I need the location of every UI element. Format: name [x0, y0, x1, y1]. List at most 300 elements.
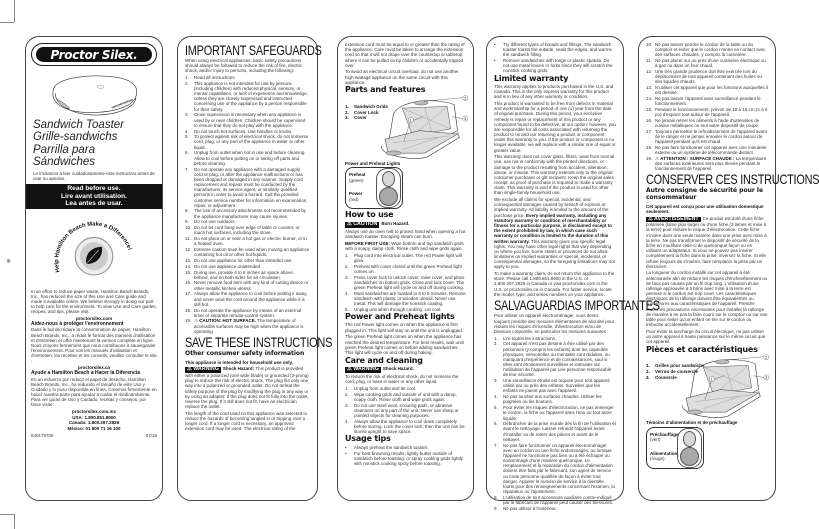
list-text: [655, 58, 768, 68]
section-heading: IMPORTANT SAFEGUARDS: [185, 42, 322, 58]
list-text: [194, 291, 310, 307]
list-item: [185, 236, 310, 246]
paragraph-text: To make a warranty claim, do not return this appliance to the store. Please call 1.800.851.8900 in the U.S. or 1.800.267.2826 in Canada or visit proctorsilex.com in the U.S. or proctorsilex.ca in Canada. For faster service, locate the model, type, and series numbers on your appliance.: [494, 271, 615, 297]
list-item: [185, 150, 310, 166]
list-text: [194, 81, 310, 112]
list-number: 15.: [185, 269, 192, 275]
paragraph: [345, 322, 466, 332]
section-heading: Power and Preheat lights: [345, 312, 455, 322]
list-item: [185, 75, 310, 80]
part-name: Grilles pour sandwichs: [655, 363, 705, 369]
list-item: [646, 156, 768, 172]
list-item: [646, 129, 768, 145]
paragraph-text: The length of the cord used on this appliance was selected to reduce the hazards of becoming tangled in or tripping over a longer cord. If a longer cord is necessary, an approved extension cord may be used. The electrical rating of the: [185, 410, 308, 432]
paragraph: [345, 334, 466, 355]
list-text: [503, 378, 616, 394]
svg-text:1: 1: [710, 377, 713, 382]
part-number: 1.: [345, 103, 349, 109]
svg-text:1: 1: [409, 118, 412, 123]
paragraph: [494, 271, 616, 297]
list-item: [646, 96, 768, 106]
section-heading: Parts and features: [345, 85, 426, 95]
svg-text:3: 3: [464, 116, 467, 121]
paragraph: [494, 197, 616, 269]
list-text: [194, 150, 310, 166]
list-item: [646, 145, 768, 155]
list-number: 19.: [646, 155, 653, 161]
list-item-text: Close supervision is necessary when any appliance is used by or near children. Children should be supervised to ensure that they do not play with the appliance.: [194, 112, 306, 128]
list-number: 13.: [185, 257, 192, 263]
list-text: [194, 270, 310, 280]
power-light: [650, 451, 677, 461]
website-es[interactable]: proctorsilex.com.mx: [71, 409, 116, 415]
paragraph: [646, 270, 768, 327]
list-number: 6.: [185, 150, 189, 156]
power-light-color: (red): [349, 196, 359, 202]
warning-notice: [345, 221, 466, 228]
list-text: [194, 225, 310, 235]
list-item-text: Most sandwiches are toasted in 3 to 5 minutes. Remove sandwich with plastic or wooden utensil. Never use metal. This will damage the nonstick coating.: [354, 290, 466, 307]
sandwich-toaster-closed-image: [39, 69, 149, 119]
list-text: [354, 386, 466, 391]
list-text: [503, 58, 616, 74]
list-number: 9.: [185, 219, 189, 225]
list-text: [503, 421, 616, 442]
list-item: [345, 419, 466, 435]
parts-figure: [345, 96, 466, 160]
list-number: 4.: [345, 418, 349, 424]
list-item-text: Ne pas placer sur ou près d'une cuisinière électrique ou à gaz ou dans un four chaud.: [655, 58, 766, 69]
paragraph-text: Always use an oven mitt to protect hand when opening a hot sandwich toaster. Escaping steam can burn.: [345, 229, 466, 240]
list-number: 17.: [185, 291, 192, 297]
list-item: [185, 134, 310, 150]
list-item-text: The use of accessory attachments not recommended by the appliance manufacturer may cause injuries.: [194, 208, 307, 219]
caution-icon: ⚠: [194, 318, 200, 324]
list-number: 17.: [646, 128, 653, 134]
brand-logo: [31, 43, 157, 66]
product-title-es: Parrilla para Sándwiches: [33, 143, 96, 169]
list-item-text: Do not use appliance for other than intended use.: [194, 257, 293, 263]
list-text: [354, 403, 466, 419]
list-item-text: Always preheat the sandwich toaster.: [354, 444, 429, 450]
paragraph-text: Wipe bottom and top sandwich grids with a soapy, damp cloth. Rinse cloth and wipe grids again.: [345, 240, 464, 252]
part-number: 3.: [345, 115, 349, 121]
part-number: 2.: [646, 368, 650, 374]
paragraph: [646, 329, 768, 345]
list-text: [354, 392, 466, 402]
list-text: [655, 96, 768, 106]
preheat-light-color: (green): [349, 177, 364, 183]
svg-text:3: 3: [765, 375, 768, 380]
list-item: [646, 85, 768, 95]
product-title-en: Sandwich Toaster: [33, 119, 124, 131]
warning-badge: ⚠ WARNING: [187, 366, 219, 373]
paragraph-text: Pour utiliser un appareil électroménager, vous devez toujours prendre des mesures élémentaires de sécurité pour réduire les risques d'incendie, d'électrocution et/ou de blessure corporelle, en particulier les mesures suivantes :: [494, 313, 615, 334]
paragraph: [494, 84, 616, 100]
list-number: 7.: [185, 166, 189, 172]
brand-name: Proctor Silex.: [36, 47, 152, 62]
environment-text-es: En un esfuerzo por reducir el papel de desecho, Hamilton Beach Brands, Inc., ha reducido el tamaño de este Uso y Cuidado y lo puso disponible en línea. Creemos firmemente en hacer nuestra parte para ayudar a cuidar el medioambiente. Para ver guías de Uso y Cuidado, recetas y consejos, por favor visite:: [31, 376, 157, 408]
list-number: 6.: [494, 421, 498, 427]
power-light-label: Alimentation: [650, 450, 678, 456]
warning-badge: ⚠ CAUTION: [347, 220, 378, 227]
warning-badge: ⚠ WARNING: [347, 365, 379, 372]
list-text: [194, 134, 310, 150]
list-item: [494, 495, 616, 505]
list-number: •: [345, 450, 347, 456]
part-item: [646, 363, 705, 368]
list-number: 13.: [646, 85, 653, 91]
read-before-fr: Lire avant utilisation.: [61, 192, 127, 200]
list-item: [185, 258, 310, 263]
list-item: [646, 69, 768, 85]
list-item-text: During use, provide 4 to 6 inches air space above, behind, and on both sides for air circulation.: [194, 269, 295, 280]
list-item-text: Do not operate any appliance with a damaged supply cord or plug, or after the appliance malfunctions or has been dropped or damaged in any manner. Supply cord replacement and repairs must be conducted by the manufacturer, its service agent, or similarly qualified persons in order to avoid a hazard. Call the provided customer service number for information on examination, repair, or adjustment.: [194, 166, 308, 208]
list-number: 11.: [185, 236, 191, 242]
website-en[interactable]: proctorsilex.com: [75, 316, 113, 322]
list-number: 4.: [494, 394, 498, 400]
list-item-text: Preheat with cover closed until the green Preheat light comes on.: [354, 263, 462, 274]
paragraph-text: La longueur du cordon installé sur cet appareil a été sélectionnée afin de réduire les risques d'enchevêtrement ou de faux pas causés par un fil trop long. L'utilisation d'une rallonge approuvée à 3 brins avec mise à la terre est permise si le cordon est trop court. Les caractéristiques électriques de la rallonge doivent être équivalentes ou supérieures aux caractéristiques de l'appareil. Prendre toutes les précautions nécessaires pour installer la rallonge de manière à ne pas la faire courir sur le comptoir ou sur une table pour éviter qu'un enfant ne tire sur le cordon ou trébuche accidentellement.: [646, 270, 768, 328]
environment-leaf-logo: [44, 211, 144, 289]
list-text: [194, 308, 310, 318]
list-item: [185, 81, 310, 112]
bold-paragraph: Cet appareil est conçu pour une utilisation domestique seulement.: [646, 203, 764, 214]
list-number: 5.: [185, 134, 189, 140]
list-number: 1.: [185, 75, 189, 81]
preheat-light: [650, 432, 679, 442]
list-text: [194, 167, 310, 208]
section-heading: How to use: [345, 210, 394, 220]
list-item: [345, 275, 466, 291]
list-text: [503, 443, 616, 495]
product-title-fr: Grille-sandwichs: [33, 131, 118, 144]
list-item-text: Toujours permettre le refroidissement de l'appareil avant de le ranger et ne jamais enrouler le cordon autour de l'appareil pendant qu'il est chaud.: [655, 128, 767, 145]
list-number: 9.: [494, 505, 498, 511]
french-safeguards-panel: [638, 36, 819, 501]
paragraph: [345, 42, 466, 68]
list-number: 14.: [185, 263, 192, 269]
part-number: 3.: [646, 374, 650, 380]
bold-paragraph: Témoins d'alimentation et de préchauffage: [646, 420, 738, 426]
list-item: [345, 264, 466, 274]
list-item-text: Always allow the appliance to cool before putting it away, and never wind the cord around the appliance while it is still hot.: [194, 291, 308, 307]
part-name: Couvercle: [655, 374, 677, 380]
environment-title-fr: Aidez-nous à protéger l'environnement: [31, 320, 124, 327]
caution-label: ATTENTION : SURFACE CHAUDE :: [660, 155, 736, 161]
list-item: [494, 42, 616, 58]
preheat-light-indicator: [683, 431, 696, 447]
paragraph: [345, 229, 466, 239]
list-item-text: Wipe cooking grids and outside of unit with a damp, soapy cloth. Rinse cloth and wipe grids again.: [354, 391, 457, 402]
list-number: 12.: [185, 247, 192, 253]
phone-usa: USA: 1.800.851.8900: [72, 415, 116, 421]
list-item: [494, 378, 616, 394]
list-item: [345, 451, 466, 467]
sub-heading: Autre consigne de sécurité pour le consommateur: [646, 187, 764, 202]
list-text: [655, 42, 768, 58]
list-text: [503, 42, 616, 58]
paragraph-text: To reduce the risk of electrical shock, do not immerse the cord, plug, or base in water or any other liquid.: [345, 374, 459, 385]
list-number: 18.: [646, 145, 653, 151]
list-number: 19.: [185, 318, 192, 324]
power-light: [349, 191, 363, 201]
list-number: 11.: [646, 58, 652, 64]
list-item: [494, 405, 616, 421]
list-number: 16.: [646, 117, 653, 123]
list-item: [185, 264, 310, 269]
read-before-es: Lea antes de usar.: [65, 200, 123, 208]
list-text: [503, 341, 616, 377]
list-item: [345, 291, 466, 307]
list-item-text: Unplug from outlet when not in use and before cleaning. Allow to cool before putting on or taking off parts and before cleaning.: [194, 150, 306, 166]
list-item-text: For best browning results, lightly butter outside of sandwich before toasting; or spray cooking grids lightly with nonstick cooking spray before toasting.: [354, 450, 464, 466]
paragraph-lead: BEFORE FIRST USE:: [345, 240, 392, 246]
section-heading: Care and cleaning: [345, 355, 423, 365]
list-item-text: Do not let cord hang over edge of table or counter, or touch hot surfaces, including the stove.: [194, 225, 300, 236]
list-item-text: Lire toutes les instructions.: [503, 335, 557, 341]
list-item: [646, 58, 768, 68]
list-number: 1.: [494, 335, 498, 341]
paragraph-text: When using electrical appliances, basic safety precautions should always be followed to reduce the risk of fire, electric shock, and/or injury to persons, including the following:: [185, 58, 303, 74]
paragraph-text: This warranty does not cover glass, filters, wear from normal use, use not in conformity with the printed directions, or damage to the product resulting from accident, alteration, abuse, or misuse. This warranty extends only to the original consumer purchaser or gift recipient. Keep the original sales receipt, as proof of purchase is required to make a warranty claim. This warranty is void if the product is used for other than single-family household use.: [494, 154, 615, 196]
list-number: 3.: [494, 378, 498, 384]
list-text: [354, 419, 466, 435]
crop-mark: [0, 514, 14, 515]
bold-paragraph: Power and Preheat Lights: [345, 160, 401, 166]
list-item-text: Ne pas laisser pendre le cordon de la table ou du comptoir et éviter que le cordon n'entre en contact avec des surfaces chaudes, y compris la cuisinière.: [655, 42, 766, 58]
list-text: [354, 275, 466, 291]
paragraph: [494, 101, 616, 153]
list-number: 18.: [185, 307, 192, 313]
list-item-text: Ne pas utiliser à l'extérieur.: [503, 505, 557, 511]
paragraph-text: We exclude all claims for special, incidental, and consequential damages caused by breach of express or implied warranty. All liability is limited to the amount of the purchase price.: [494, 197, 609, 218]
list-item: [185, 270, 310, 280]
list-text: [655, 145, 768, 155]
paragraph: [185, 58, 310, 74]
list-text: [503, 506, 616, 511]
registration-mark-icon: ✵: [6, 259, 12, 265]
section-heading: Usage tips: [345, 434, 391, 444]
preheat-light-color: (vert): [650, 437, 661, 442]
warning-lead: Shock Hazard:: [222, 366, 256, 372]
list-text: [655, 156, 768, 172]
section-heading: SAVE THESE INSTRUCTIONS: [185, 333, 333, 350]
list-item: [185, 112, 310, 128]
paragraph-text: This warranty gives you specific legal rights. You may have other legal rights that vary depending on where you live. Some states or provinces do not allow limitations on implied warranties or special, incidental, or consequential damages, so the foregoing limitations may not apply to you.: [494, 238, 615, 270]
list-item: [185, 219, 310, 224]
list-number: •: [345, 444, 347, 450]
list-item-text: Plug cord into electrical outlet. The red Power light will glow.: [354, 252, 462, 263]
list-item-text: Do not use steel wool, scouring pads, or abrasive cleansers on any part of the unit. Never use sharp or pointed objects for cleaning purposes.: [354, 402, 459, 419]
list-item-text: Ne pas toucher aux surfaces chaudes. Utiliser les poignées ou les boutons.: [503, 394, 602, 405]
list-text: [194, 75, 310, 80]
paragraph-text: This product is warranted to be free from defects in material and workmanship for a period of one (1) year from the date of original purchase. During this period, your exclusive remedy is repair or replacement of this product or any component found to be defective, at our option; however, you are responsible for all costs associated with returning the product to us and our returning a product or component under this warranty to you. If the product or component is no longer available, we will replace with a similar one of equal or greater value.: [494, 101, 616, 153]
list-item-text: Always allow the appliance to cool down completely before storing. Lock the cover lock; then the unit can be stored upright to save space.: [354, 418, 465, 435]
list-text: [194, 264, 310, 269]
list-text: [194, 208, 310, 218]
list-item: [494, 341, 616, 377]
phone-canada: Canada: 1.800.267.2826: [68, 420, 120, 426]
part-item: [345, 110, 388, 115]
lights-diagram: [345, 167, 403, 209]
part-number: 840179705: [31, 432, 54, 438]
list-item: [185, 225, 310, 235]
list-item-text: La température des surfaces extérieures sera plus élevée pendant le fonctionnement de l'appareil.: [655, 155, 767, 172]
list-item-text: Do not operate the appliance by means of an external timer or separate remote-control system.: [194, 307, 302, 318]
svg-text:Help Hamilton Beach Make a Dif: Help Hamilton Beach Make a Difference!: [54, 221, 133, 273]
list-item-text: Unplug from outlet and let cool.: [354, 386, 417, 392]
list-item: [185, 318, 310, 334]
list-text: [655, 69, 768, 85]
list-text: [655, 118, 768, 128]
list-item: [494, 336, 616, 341]
warning-text: Ce produit est doté d'une fiche polarisée (lame plus large) ou d'une fiche (3 lames et mise à la terre) pour réduire le risque d'électrocution. Cette fiche s'insère dans une seule manière dans une prise avec mise à la terre. Ne pas transformer le dispositif de sécurité de la fiche en modifiant celle-ci de quelconque façon ou en utilisant un adaptateur. Si vous ne pouvez pas insérer complètement la fiche dans la prise, inversez la fiche. Si elle refuse toujours de s'insérer, faire remplacer la prise par un électricien.: [646, 215, 767, 269]
paragraph: [345, 241, 466, 251]
part-number: 1.: [646, 363, 650, 369]
paragraph-text: extension cord must be equal to or greater than the rating of the appliance. Care must be taken to arrange the extension cord so that it will not drape over the countertop or tabletop where it can be pulled on by children or accidentally tripped over.: [345, 42, 465, 68]
list-item-text: Read all instructions.: [194, 75, 236, 81]
list-number: 1.: [345, 252, 349, 258]
list-number: •: [494, 58, 496, 64]
power-light-color: (rouge): [650, 456, 665, 461]
list-number: 2.: [185, 80, 189, 86]
bold-paragraph: This appliance is intended for household use only.: [185, 359, 293, 365]
paragraph-text: Pour éviter la surcharge du circuit électrique, ne pas utiliser un autre appareil à haute puissance sur le même circuit que cet appareil.: [646, 328, 766, 345]
website-fr[interactable]: proctorsilex.ca: [77, 365, 110, 371]
part-name: Cover Lock: [354, 109, 379, 115]
list-text: [194, 219, 310, 224]
caution-label: CAUTION: HOT SURFACE.: [199, 318, 258, 324]
warning-lead: Burn Hazard.: [381, 220, 410, 226]
list-item: [185, 208, 310, 218]
section-heading: Pièces et caractéristiques: [646, 344, 758, 354]
paragraph: [345, 69, 466, 85]
list-number: 5.: [494, 405, 498, 411]
list-item-text: L'utilisation de tout accessoire auxiliaire contre-indiqué par le fabricant de l'appareil peut causer des blessures.: [503, 494, 614, 506]
warning-notice: [185, 366, 310, 409]
list-text: [655, 129, 768, 145]
list-item-text: Ne jamais retirer les aliments à l'aide d'ustensiles de cuisine métalliques ou tout autre dispositif de coupe.: [655, 117, 760, 129]
list-item-text: Do not use outdoors.: [194, 219, 236, 225]
safeguards-panel: [177, 36, 333, 501]
list-item: [494, 421, 616, 442]
parts-and-use-panel: [337, 36, 474, 501]
paragraph: [494, 154, 616, 195]
preheat-light-label: Préchauffage: [650, 431, 679, 437]
part-name: Sandwich Grids: [354, 103, 389, 109]
list-item-text: The temperature of accessible surfaces may be high when the appliance is operating.: [194, 318, 304, 334]
list-text: [354, 264, 466, 274]
list-number: 3.: [345, 402, 349, 408]
date-code: 07/18: [145, 432, 157, 438]
list-number: 5.: [345, 306, 349, 312]
list-item: [646, 107, 768, 117]
list-number: 15.: [646, 107, 653, 113]
power-light-indicator: [680, 447, 699, 466]
list-item: [494, 506, 616, 511]
list-item: [494, 443, 616, 495]
list-item-text: Cet appareil n'est pas destiné à être utilisé par des personnes (y compris les enfants) dont les capacités physiques, sensorielles ou mentales sont réduites, ou manquant d'expérience et de connaissances, sauf si elles sont étroitement surveillées et instruites sur l'utilisation de l'appareil par une personne responsable de leur sécurité.: [503, 341, 612, 378]
list-text: [503, 394, 616, 404]
list-number: 14.: [646, 96, 653, 102]
part-item: [646, 369, 705, 374]
paragraph-text: To avoid an electrical circuit overload, do not use another high-wattage appliance on the same circuit with this appliance.: [345, 69, 459, 85]
parts-list: [646, 363, 705, 380]
list-text: [194, 112, 310, 128]
paragraph: [345, 374, 466, 384]
part-item: [345, 104, 388, 109]
list-number: 3.: [345, 274, 349, 280]
preheat-light-label: Preheat: [349, 172, 366, 178]
read-before-en: Read before use.: [67, 184, 121, 192]
list-number: 10.: [646, 42, 653, 47]
parts-list: [345, 104, 388, 121]
list-item-text: Ne pas faire fonctionner un appareil électroménager avec un cordon ou une fiche endommagés, ou lorsque l'appareil ne fonctionne pas bien ou a été échappé ou endommagé d'une manière quelconque. Le remplacement et la réparation du cordon d'alimentation doivent être faits par le fabricant, son agent de service ou toute personne qualifiée de façon à éviter tout danger. Appeler le numéro de service à la clientèle fourni pour des renseignements concernant l'examen, la réparation ou l'ajustement.: [503, 442, 615, 495]
list-item: [185, 129, 310, 134]
list-number: 3.: [185, 112, 189, 118]
list-item-text: Une surveillance étroite est requise pour tout appareil utilisé par ou près des enfants. Surveiller que les enfants ne jouent pas avec l'appareil.: [503, 378, 610, 394]
list-item: [185, 280, 310, 290]
lights-diagram: [646, 427, 704, 469]
cover-panel: [25, 36, 163, 501]
paragraph-text: The red Power light comes on when the appliance is first plugged in. This light will stay on until the unit is unplugged.: [345, 322, 463, 333]
parts-figure: [646, 355, 768, 419]
list-number: 8.: [185, 208, 189, 214]
paragraph-text: The green Preheat light comes on when the appliance has reached the desired temperature. For best results, wait until green Preheat light comes on before adding sandwiches. This light will cycle on and off during baking.: [345, 334, 464, 355]
list-number: 4.: [345, 290, 349, 296]
list-item: [494, 58, 616, 74]
read-before-use-banner: [26, 184, 162, 209]
caution-icon: ⚠: [655, 155, 661, 161]
part-item: [646, 375, 705, 380]
list-item-text: Remove sandwiches with tongs or plastic spatula. Do not use metal knives or forks since they will scratch the nonstick cooking grids.: [503, 58, 613, 74]
list-item: [185, 308, 310, 318]
list-item-text: Une très grande prudence doit être exercée lors du déplacement de tout appareil contenant des huiles ou des liquides chauds.: [655, 69, 762, 85]
environment-title-es: Ayude a Hamilton Beach a Hacer la Diferencia: [31, 369, 141, 376]
list-item: [345, 403, 466, 419]
list-item-text: Do not touch hot surfaces. Use handles or knobs.: [194, 128, 293, 134]
list-item-text: To protect against risk of electrical shock, do not immerse cord, plug, or any part of the appliance in water or other liquid.: [194, 134, 309, 150]
list-number: 4.: [185, 128, 189, 134]
list-text: [655, 107, 768, 117]
list-item-text: Press cover lock to unlock cover, raise cover, and place sandwiches on bottom grids. Close and lock cover. The green Preheat light will cycle on and off during cooking.: [354, 274, 465, 291]
list-number: 8.: [494, 494, 498, 500]
list-item-text: Do not use appliance unattended.: [194, 263, 262, 269]
section-heading: CONSERVER CES INSTRUCTIONS: [646, 171, 819, 188]
power-light-label: Power: [349, 191, 363, 197]
list-text: [194, 129, 310, 134]
list-text: [194, 318, 310, 334]
list-item-text: N'utiliser cet appareil que pour les fonctions auxquelles il est destiné.: [655, 85, 768, 96]
list-item-text: Never remove food item with any kind of cutting device or other metallic kitchen utensil.: [194, 280, 309, 291]
warning-lead: Shock Hazard.: [382, 365, 414, 371]
part-item: [345, 115, 388, 120]
sub-heading: Other consumer safety information: [185, 349, 305, 357]
list-item-text: Ne pas laisser l'appareil sans surveillance pendant le fonctionnement.: [655, 96, 761, 107]
list-text: [503, 405, 616, 421]
list-item: [494, 394, 616, 404]
list-number: •: [494, 42, 496, 47]
list-item: [185, 291, 310, 307]
section-heading: Limited warranty: [494, 73, 569, 83]
list-item: [185, 247, 310, 257]
paragraph: [185, 411, 310, 432]
list-text: [354, 445, 466, 450]
list-item: [646, 118, 768, 128]
list-item: [345, 392, 466, 402]
paragraph-bold: Every implied warranty, including any statutory warranty or condition of merchantability or fitness for a particular purpose, is disclaimed except to the extent prohibited by law, in which case such warranty or condition is limited to the duration of this written warranty.: [494, 212, 613, 244]
